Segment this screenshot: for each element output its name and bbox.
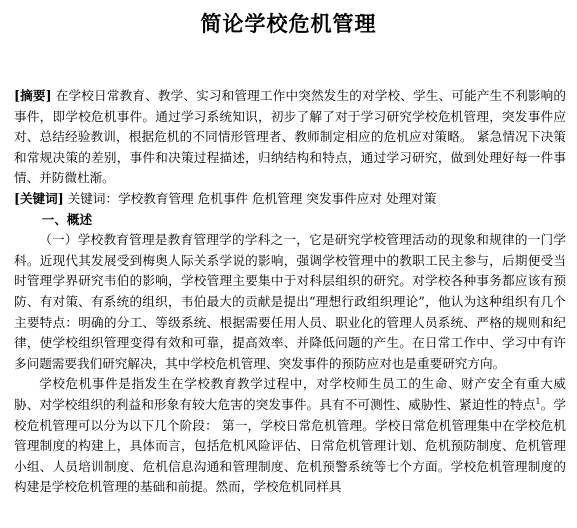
abstract-text: 在学校日常教育、教学、实习和管理工作中突然发生的对学校、学生、可能产生不利影响的事件，即学校危机事件。通过学习系统知识，初步了解了对于学习研究学校危机管理，突发事件应对、总结经验教训，根据危机的不同情形管理者、教师制定相应的危机应对策略。 紧急情况下决策和常规决策的差别，事件和决策过程描述，归纳结构和特点，通过学习研究，做到处理好每一件事情、并防微杜渐。 (14, 88, 566, 186)
section-paragraph-2 (14, 374, 566, 498)
footnote-marker[interactable]: 1 (535, 396, 541, 406)
paragraph-2-text-a: 学校危机事件是指发生在学校教育教学过程中，对学校师生员工的生命、财产安全有重大威胁、对学校组织的利益和形象有较大危害的突发事件。具有不可测性、威胁性、紧迫性的特点 (14, 376, 566, 412)
paragraph-2-text-b: 。学校危机管理可以分为以下几个阶段： 第一，学校日常危机管理。学校日常危机管理集中在学校危机管理制度的构建上，具体而言，包括危机风险评估、日常危机管理计划、危机预防制度、危机管理小组、人员培训制度、危机信息沟通和管理制度、危机预警系统等七个方面。学校危机管理制度的构建是学校危机管理的基础和前提。然而，学校危机同样具 (14, 396, 566, 495)
abstract-paragraph (14, 86, 566, 189)
section-heading: 一、概述 (41, 211, 93, 227)
section-paragraph-1: （一）学校教育管理是教育管理学的学科之一，它是研究学校管理活动的现象和规律的一门学科。近现代其发展受到梅奥人际关系学说的影响，强调学校管理中的教职工民主参与，后期便受当时管理学界研究韦伯的影响，学校管理主要集中于对科层组织的研究。对学校各种事务都应该有预防、有对策、有系统的组织，韦伯最大的贡献是提出“理想行政组织理论”，他认为这种组织有几个主要特点：明确的分工、等级系统、根据需要任用人员、职业化的管理人员系统、严格的规则和纪律，使学校组织管理变得有效和可靠，提高效率、并降低问题的产生。在日常工作中、学习中有许多问题需要我们研究解决，其中学校危机管理、突发事件的预防应对也是重要研究方向。 (14, 232, 566, 371)
abstract-label: [摘要] (14, 88, 52, 103)
document-title: 简论学校危机管理 (200, 12, 377, 36)
keywords-label: [关键词] (14, 190, 64, 206)
keywords-text: 关键词：学校教育管理 危机事件 危机管理 突发事件应对 处理对策 (63, 190, 437, 206)
document-body (14, 86, 566, 498)
keywords-paragraph (14, 189, 566, 210)
